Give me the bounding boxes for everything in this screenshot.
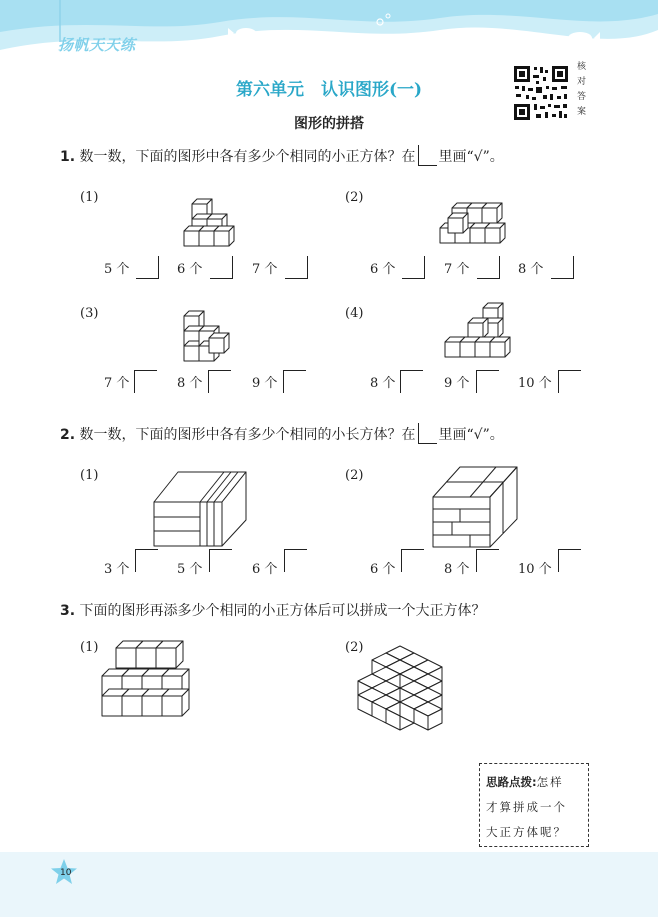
cube-figure-4 — [443, 302, 513, 364]
answer-box[interactable] — [210, 256, 233, 279]
item-label: (2) — [345, 468, 364, 483]
qr-label: 核对答案 — [577, 62, 587, 117]
page-number: 10 — [60, 868, 72, 878]
hint-text: 才算拼成一个 — [486, 800, 567, 814]
hint-text: 大正方体呢？ — [486, 825, 567, 839]
question-number: 1. — [60, 149, 76, 165]
question-text: 数一数，下面的图形中各有多少个相同的小正方体？在 — [79, 149, 416, 165]
option-label: 8 个 — [177, 376, 203, 391]
cube-figure-2 — [438, 196, 508, 248]
item-label: (1) — [80, 190, 99, 205]
option-label: 5 个 — [177, 562, 203, 577]
answer-box[interactable] — [135, 549, 158, 572]
answer-box[interactable] — [208, 370, 231, 393]
hint-text: 怎样 — [536, 775, 564, 789]
cube-figure-5 — [100, 638, 200, 728]
option-label: 3 个 — [104, 562, 130, 577]
item-label: (3) — [80, 306, 99, 321]
answer-box[interactable] — [136, 256, 159, 279]
option-label: 6 个 — [370, 262, 396, 277]
option-label: 7 个 — [444, 262, 470, 277]
hint-title: 思路点拨: — [486, 775, 537, 789]
cube-figure-3 — [182, 302, 242, 364]
option-label: 7 个 — [104, 376, 130, 391]
option-label: 8 个 — [444, 562, 470, 577]
answer-box[interactable] — [551, 256, 574, 279]
item-label: (1) — [80, 468, 99, 483]
answer-box[interactable] — [476, 370, 499, 393]
option-label: 10 个 — [518, 562, 552, 577]
question-text: 数一数，下面的图形中各有多少个相同的小长方体？在 — [79, 427, 416, 443]
answer-box[interactable] — [209, 549, 232, 572]
question-text-end: 里画“√”。 — [438, 427, 504, 443]
answer-box[interactable] — [285, 256, 308, 279]
inline-answer-box — [418, 423, 437, 444]
item-label: (2) — [345, 640, 364, 655]
answer-box[interactable] — [283, 370, 306, 393]
section-subtitle: 图形的拼搭 — [294, 116, 364, 132]
item-label: (2) — [345, 190, 364, 205]
question-text-end: 里画“√”。 — [438, 149, 504, 165]
answer-box[interactable] — [284, 549, 307, 572]
question-1 — [60, 145, 504, 166]
option-label: 7 个 — [252, 262, 278, 277]
footer-band — [0, 852, 658, 917]
option-label: 8 个 — [370, 376, 396, 391]
question-text: 下面的图形再添多少个相同的小正方体后可以拼成一个大正方体？ — [79, 603, 486, 619]
answer-box[interactable] — [477, 256, 500, 279]
question-number: 2. — [60, 427, 76, 443]
answer-box[interactable] — [402, 256, 425, 279]
answer-box[interactable] — [558, 549, 581, 572]
option-label: 6 个 — [252, 562, 278, 577]
cuboid-figure-2 — [430, 463, 520, 549]
cube-figure-1 — [182, 186, 242, 248]
option-label: 6 个 — [177, 262, 203, 277]
option-label: 10 个 — [518, 376, 552, 391]
answer-box[interactable] — [400, 370, 423, 393]
item-label: (4) — [345, 306, 364, 321]
answer-box[interactable] — [134, 370, 157, 393]
item-label: (1) — [80, 640, 99, 655]
question-number: 3. — [60, 603, 76, 619]
question-3 — [60, 600, 486, 620]
inline-answer-box — [418, 145, 437, 166]
option-label: 8 个 — [518, 262, 544, 277]
option-label: 9 个 — [252, 376, 278, 391]
question-2 — [60, 423, 504, 444]
answer-box[interactable] — [558, 370, 581, 393]
cuboid-figure-1 — [150, 466, 250, 548]
option-label: 5 个 — [104, 262, 130, 277]
unit-title: 第六单元 认识图形(一) — [235, 80, 423, 100]
answer-box[interactable] — [401, 549, 424, 572]
answer-box[interactable] — [476, 549, 499, 572]
option-label: 6 个 — [370, 562, 396, 577]
brand-logo-text: 扬帆天天练 — [58, 36, 136, 54]
hint-box — [479, 763, 589, 847]
cube-figure-6 — [362, 642, 462, 738]
option-label: 9 个 — [444, 376, 470, 391]
